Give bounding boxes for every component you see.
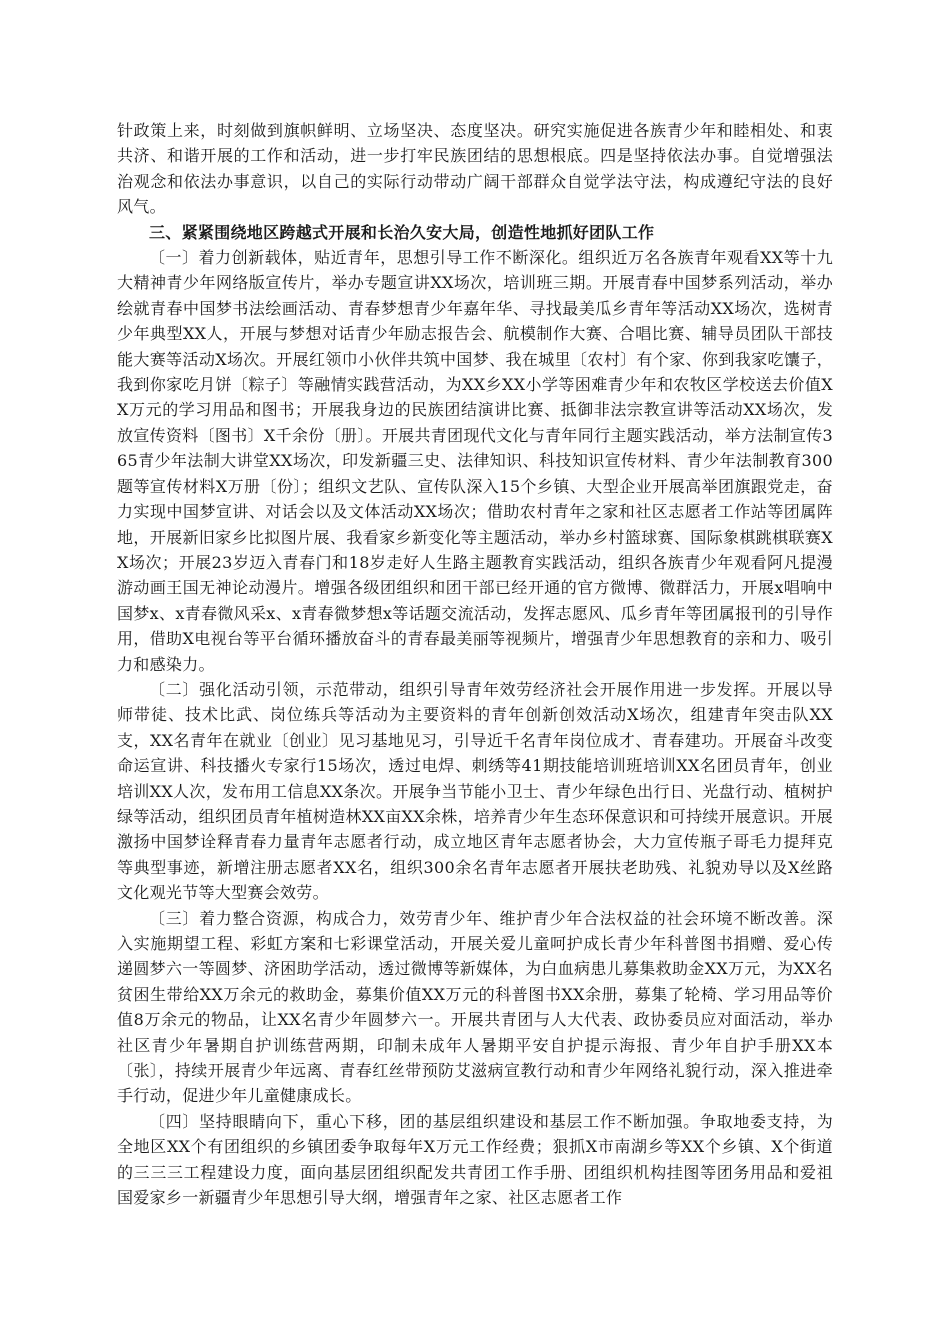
paragraph-4: 〔四〕坚持眼睛向下，重心下移，团的基层组织建设和基层工作不断加强。争取地委支持，为全地区XX个有团组织的乡镇团委争取每年X万元工作经费；狠抓X市南湖乡等XX个乡镇、X个街道的三三三工程建设力度，面向基层团组织配发共青团工作手册、团组织机构挂图等团务用品和爱祖国爱家乡一新疆青少年思想引导大纲，增强青年之家、社区志愿者工作 [117, 1111, 833, 1208]
section-heading: 三、紧紧围绕地区跨越式开展和长治久安大局，创造性地抓好团队工作 [149, 222, 655, 242]
paragraph-2: 〔二〕强化活动引领，示范带动，组织引导青年效劳经济社会开展作用进一步发挥。开展以导师带徒、技术比武、岗位练兵等活动为主要资料的青年创新创效活动X场次，组建青年突击队XX支，XX名青年在就业〔创业〕见习基地见习，引导近千名青年岗位成才、青春建功。开展奋斗改变命运宣讲、科技播火专家行15场次，透过电焊、刺绣等41期技能培训班培训XX名团员青年，创业培训XX人次，发布用工信息XX条次。开展争当节能小卫士、青少年绿色出行日、光盘行动、植树护绿等活动，组织团员青年植树造林XX亩XX余株，培养青少年生态环保意识和可持续开展意识。开展激扬中国梦诠释青春力量青年志愿者行动，成立地区青年志愿者协会，大力宣传瓶子哥毛力提拜克等典型事迹，新增注册志愿者XX名，组织300余名青年志愿者开展扶老助残、礼貌劝导以及X丝路文化观光节等大型赛会效劳。 [117, 679, 833, 903]
document-page [117, 118, 833, 1210]
paragraph-1: 〔一〕着力创新载体，贴近青年，思想引导工作不断深化。组织近万名各族青年观看XX等十九大精神青少年网络版宣传片，举办专题宣讲XX场次，培训班三期。开展青春中国梦系列活动，举办绘就青春中国梦书法绘画活动、青春梦想青少年嘉年华、寻找最美瓜乡青年等活动XX场次，选树青少年典型XX人，开展与梦想对话青少年励志报告会、航模制作大赛、合唱比赛、辅导员团队干部技能大赛等活动X场次。开展红领巾小伙伴共筑中国梦、我在城里〔农村〕有个家、你到我家吃馕子，我到你家吃月饼〔粽子〕等融情实践营活动，为XX乡XX小学等困难青少年和农牧区学校送去价值XX万元的学习用品和图书；开展我身边的民族团结演讲比赛、抵御非法宗教宣讲等活动XX场次，发放宣传资料〔图书〕X千余份〔册〕。开展共青团现代文化与青年同行主题实践活动，举方法制宣传365青少年法制大讲堂XX场次，印发新疆三史、法律知识、科技知识宣传材料、青少年法制教育300题等宣传材料X万册〔份〕；组织文艺队、宣传队深入15个乡镇、大型企业开展高举团旗跟党走，奋力实现中国梦宣讲、对话会以及文体活动XX场次；借助农村青年之家和社区志愿者工作站等团属阵地，开展新旧家乡比拟图片展、我看家乡新变化等主题活动，举办乡村篮球赛、国际象棋跳棋联赛XX场次；开展23岁迈入青春门和18岁走好人生路主题教育实践活动，组织各族青少年观看阿凡提漫游动画王国无神论动漫片。增强各级团组织和团干部已经开通的官方微博、微群活力，开展x唱响中国梦x、x青春微风采x、x青春微梦想x等话题交流活动，发挥志愿风、瓜乡青年等团属报刊的引导作用，借助X电视台等平台循环播放奋斗的青春最美丽等视频片，增强青少年思想教育的亲和力、吸引力和感染力。 [117, 248, 833, 674]
intro-paragraph: 针政策上来，时刻做到旗帜鲜明、立场坚决、态度坚决。研究实施促进各族青少年和睦相处、和衷共济、和谐开展的工作和活动，进一步打牢民族团结的思想根底。四是坚持依法办事。自觉增强法治观念和依法办事意识，以自己的实际行动带动广阔干部群众自觉学法守法，构成遵纪守法的良好风气。 [117, 121, 833, 217]
paragraph-3: 〔三〕着力整合资源，构成合力，效劳青少年、维护青少年合法权益的社会环境不断改善。深入实施期望工程、彩虹方案和七彩课堂活动，开展关爱儿童呵护成长青少年科普图书捐赠、爱心传递圆梦六一等圆梦、济困助学活动，透过微博等新媒体，为白血病患儿募集救助金XX万元，为XX名贫困生带给XX万余元的救助金，募集价值XX万元的科普图书XX余册，募集了轮椅、学习用品等价值8万余元的物品，让XX名青少年圆梦六一。开展共青团与人大代表、政协委员应对面活动，举办社区青少年暑期自护训练营两期，印制未成年人暑期平安自护提示海报、青少年自护手册XX本〔张〕，持续开展青少年远离、青春红丝带预防艾滋病宣教行动和青少年网络礼貌行动，深入推进牵手行动，促进少年儿童健康成长。 [117, 908, 833, 1106]
